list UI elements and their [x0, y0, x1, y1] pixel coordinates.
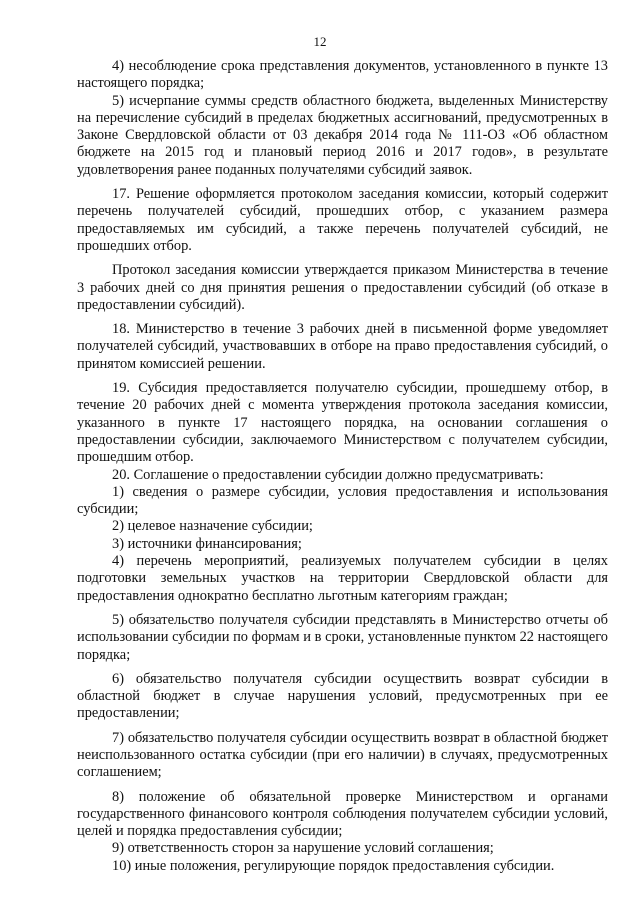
paragraph-item-5-reason: 5) исчерпание суммы средств областного бюджета, выделенных Министерству на перечисление субсидий в пределах бюджетных ассигнований, предусмотренных в Законе Свердловской области от 03 декабря 2014 года № 111-ОЗ «Об областном бюджете на 2015 год и плановый период 2016 и 2017 годов», в результате удовлетворения ранее поданных получателями субсидий заявок.	[77, 92, 608, 178]
list-item-1: 1) сведения о размере субсидии, условия предоставления и использования субсидии;	[77, 483, 608, 518]
list-item-3: 3) источники финансирования;	[112, 535, 302, 552]
paragraph-clause-20: 20. Соглашение о предоставлении субсидии должно предусматривать:	[112, 466, 544, 483]
list-item-4: 4) перечень мероприятий, реализуемых получателем субсидии в целях подготовки земельных участков на территории Свердловской области для предоставления однократно бесплатно льготным категориям граждан;	[77, 553, 608, 604]
list-item-6: 6) обязательство получателя субсидии осуществить возврат субсидии в областной бюджет в случае нарушения условий, предусмотренных при ее предоставлении;	[77, 670, 608, 722]
list-item-5: 5) обязательство получателя субсидии представлять в Министерство отчеты об использовании субсидии по формам и в сроки, установленные пунктом 22 настоящего порядка;	[77, 611, 608, 663]
paragraph-protocol-approval: Протокол заседания комиссии утверждается приказом Министерства в течение 3 рабочих дней со дня принятия решения о предоставлении субсидий (об отказе в предоставлении субсидий).	[77, 262, 608, 313]
paragraph-clause-17: 17. Решение оформляется протоколом заседания комиссии, который содержит перечень получателей субсидий, прошедших отбор, с указанием размера предоставляемых им субсидий, а также перечень получателей субсидий, не прошедших отбор.	[77, 186, 608, 254]
list-item-7: 7) обязательство получателя субсидии осуществить возврат в областной бюджет неиспользованного остатка субсидии (при его наличии) в случаях, предусмотренных соглашением;	[77, 729, 608, 781]
page-number: 12	[313, 34, 327, 49]
document-body	[77, 58, 608, 875]
list-item-10: 10) иные положения, регулирующие порядок предоставления субсидии.	[112, 857, 555, 874]
list-item-2: 2) целевое назначение субсидии;	[112, 518, 313, 535]
list-item-8: 8) положение об обязательной проверке Министерством и органами государственного финансового контроля соблюдения получателем субсидии условий, целей и порядка предоставления субсидии;	[77, 788, 608, 840]
list-item-9: 9) ответственность сторон за нарушение условий соглашения;	[112, 840, 494, 857]
paragraph-item-4-reason: 4) несоблюдение срока представления документов, установленного в пункте 13 настоящего порядка;	[77, 58, 608, 92]
paragraph-clause-19: 19. Субсидия предоставляется получателю субсидии, прошедшему отбор, в течение 20 рабочих дней с момента утверждения протокола заседания комиссии, указанного в пункте 17 настоящего порядка, на основании соглашения о предоставлении субсидии, заключаемого Министерством с получателем субсидии, прошедшим отбор.	[77, 380, 608, 466]
paragraph-clause-18: 18. Министерство в течение 3 рабочих дней в письменной форме уведомляет получателей субсидий, участвовавших в отборе на право предоставления субсидий, о принятом комиссией решении.	[77, 321, 608, 372]
